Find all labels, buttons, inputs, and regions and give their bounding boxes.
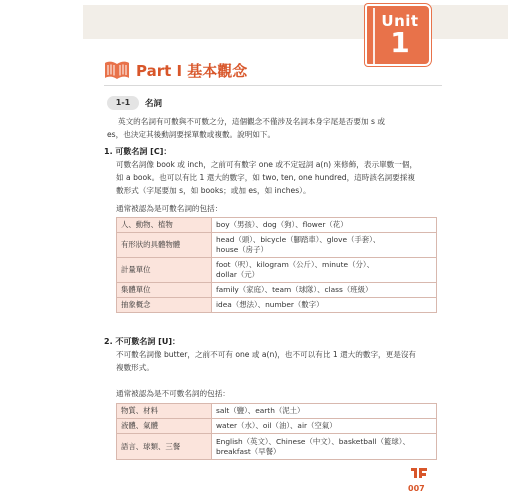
category-cell: 集體單位	[117, 283, 212, 298]
table-row	[117, 218, 437, 233]
category-cell: 有形狀的具體物體	[117, 233, 212, 258]
example-text: house（房子）	[216, 245, 268, 254]
section-title: 名詞	[145, 99, 163, 109]
countable-line: 可數名詞像 book 或 inch，之前可有數字 one 或不定冠詞 a(n) 來修飾，表示單數一個，	[116, 160, 418, 169]
example-text: family（家庭）、team（球隊）、class（班級）	[216, 285, 373, 294]
example-text: water（水）、oil（油）、air（空氣）	[216, 421, 337, 430]
category-cell: 人、動物、植物	[117, 218, 212, 233]
publisher-logo-icon	[409, 466, 429, 480]
page-number: 007	[408, 484, 425, 493]
example-text: head（頭）、bicycle（腳踏車）、glove（手套）、	[216, 235, 381, 244]
table-row	[117, 419, 437, 434]
category-cell: 計量單位	[117, 258, 212, 283]
examples-cell	[212, 233, 437, 258]
countable-line: 數形式（字尾要加 s，如 books；或加 es，如 inches）。	[116, 186, 311, 195]
open-book-icon	[104, 60, 130, 80]
intro-line: es，也決定其後動詞要採單數或複數。說明如下。	[107, 130, 276, 139]
examples-cell	[212, 218, 437, 233]
table-row	[117, 434, 437, 460]
example-text: boy（男孩）、dog（狗）、flower（花）	[216, 220, 348, 229]
uncountable-heading: 2. 不可數名詞 [U]：	[104, 337, 180, 346]
section-number: 1-1	[107, 96, 139, 110]
examples-cell	[212, 283, 437, 298]
examples-cell	[212, 434, 437, 460]
intro-line: 英文的名詞有可數與不可數之分，這個觀念不僅涉及名詞本身字尾是否要加 s 或	[118, 117, 385, 126]
table-row	[117, 283, 437, 298]
examples-cell	[212, 298, 437, 313]
table-row	[117, 298, 437, 313]
category-cell: 語言、球類、三餐	[117, 434, 212, 460]
category-cell: 液體、氣體	[117, 419, 212, 434]
table-row	[117, 233, 437, 258]
section-header	[107, 96, 442, 110]
example-text: English（英文）、Chinese（中文）、basketball（籃球）、	[216, 436, 410, 446]
title-divider	[104, 85, 442, 86]
category-cell: 抽象概念	[117, 298, 212, 313]
part-title: Part I 基本觀念	[136, 62, 248, 80]
category-cell: 物質、材料	[117, 404, 212, 419]
example-text: breakfast（早餐）	[216, 446, 281, 456]
uncountable-line: 複數形式。	[116, 363, 154, 372]
examples-cell	[212, 419, 437, 434]
uncountable-nouns-table	[116, 403, 437, 460]
examples-cell	[212, 258, 437, 283]
table-row	[117, 258, 437, 283]
uncountable-table-intro: 通常被認為是不可數名詞的包括：	[116, 389, 230, 398]
examples-cell	[212, 404, 437, 419]
example-text: dollar（元）	[216, 270, 260, 279]
table-row	[117, 404, 437, 419]
unit-number: 1	[390, 26, 410, 59]
countable-nouns-table	[116, 217, 437, 313]
example-text: idea（想法）、number（數字）	[216, 300, 324, 309]
countable-line: 如 a book。也可以有比 1 還大的數字，如 two, ten, one hundred，這時該名詞要採複	[116, 173, 415, 182]
countable-heading: 1. 可數名詞 [C]：	[104, 147, 172, 156]
uncountable-line: 不可數名詞像 butter，之前不可有 one 或 a(n)，也不可以有比 1 還大的數字，更是沒有	[116, 350, 417, 359]
header-band	[83, 5, 508, 39]
unit-label: Unit	[381, 12, 419, 30]
example-text: foot（呎）、kilogram（公斤）、minute（分）、	[216, 260, 374, 269]
unit-badge	[365, 4, 431, 66]
example-text: salt（鹽）、earth（泥土）	[216, 406, 305, 415]
countable-table-intro: 通常被認為是可數名詞的包括：	[116, 204, 223, 213]
